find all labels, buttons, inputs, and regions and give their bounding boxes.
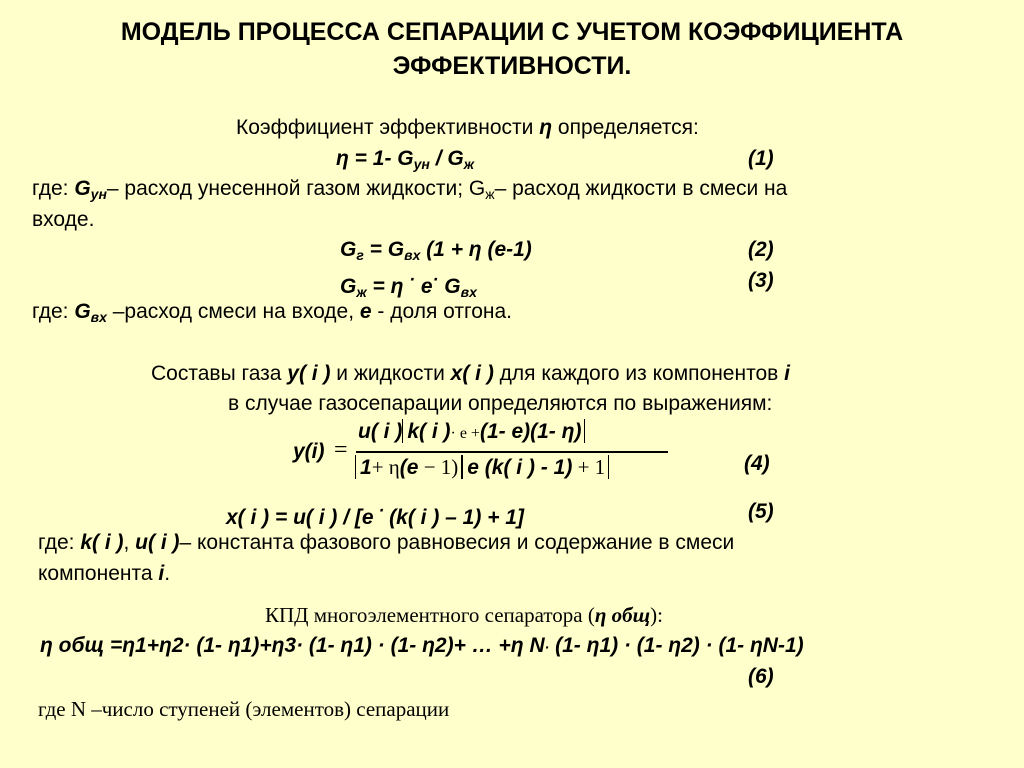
equation-6: η общ =η1+η2· (1- η1)+η3· (1- η1) · (1- η2)+ … +η N· (1- η1) · (1- η2) · (1- ηN-1) — [40, 634, 804, 657]
equation-5: x( i ) = u( i ) / [е · (k( i ) – 1) + 1] — [226, 500, 524, 529]
compositions-line-1: Составы газа y( i ) и жидкости x( i ) для каждого из компонентов i — [151, 362, 790, 385]
final-note: где N –число ступеней (элементов) сепарации — [38, 697, 450, 721]
where-3-line-2: компонента i. — [38, 562, 171, 585]
equation-4-equals: = — [334, 437, 348, 463]
equation-4-denominator: 1+ η(e − 1) e (k( i ) - 1) + 1 — [355, 455, 609, 480]
equation-2: $G_г = G_{вх}$ (1 + η (е-1) — [340, 238, 532, 263]
where-2: где: $G_{вх}$ –расход смеси на входе, е - доля отгона. — [32, 300, 513, 325]
equation-3-number: (3) — [748, 269, 774, 292]
kpd-text: КПД многоэлементного сепаратора (η общ): — [265, 603, 663, 627]
equation-3: $G_ж = \eta$ · е· $G_{вх}$ — [340, 269, 477, 300]
where-3-line-1: где: k( i ), u( i )– константа фазового равновесия и содержание в смеси — [38, 531, 735, 554]
slide-title-line-1: МОДЕЛЬ ПРОЦЕССА СЕПАРАЦИИ С УЧЕТОМ КОЭФФИЦИЕНТА — [120, 18, 904, 46]
compositions-line-2: в случае газосепарации определяются по выражениям: — [228, 392, 773, 415]
equation-4-numerator: u( i ) k( i )· e +(1- e)(1- η) — [358, 419, 585, 444]
close-bracket-denominator-2 — [605, 455, 609, 479]
where-1-line-2: входе. — [32, 208, 95, 231]
equation-1-number: (1) — [748, 147, 774, 170]
equation-4-lhs: y(i) — [293, 440, 325, 463]
close-bracket — [581, 419, 585, 443]
equation-4-fraction-bar — [356, 451, 668, 453]
equation-6-number: (6) — [748, 665, 774, 688]
equation-4-number: (4) — [744, 452, 770, 475]
intro-text: Коэффициент эффективности η определяется: — [236, 116, 699, 139]
equation-5-number: (5) — [748, 500, 774, 523]
equation-1: η = 1- $G_{ун} / G_ж$ — [336, 147, 475, 172]
slide-title-line-2: ЭФФЕКТИВНОСТИ. — [392, 52, 632, 80]
equation-2-number: (2) — [748, 238, 774, 261]
where-1-line-1: где: $G_{ун}-$ расход унесенной газом жидкости; $G_ж-$ расход жидкости в смеси на — [32, 177, 788, 202]
